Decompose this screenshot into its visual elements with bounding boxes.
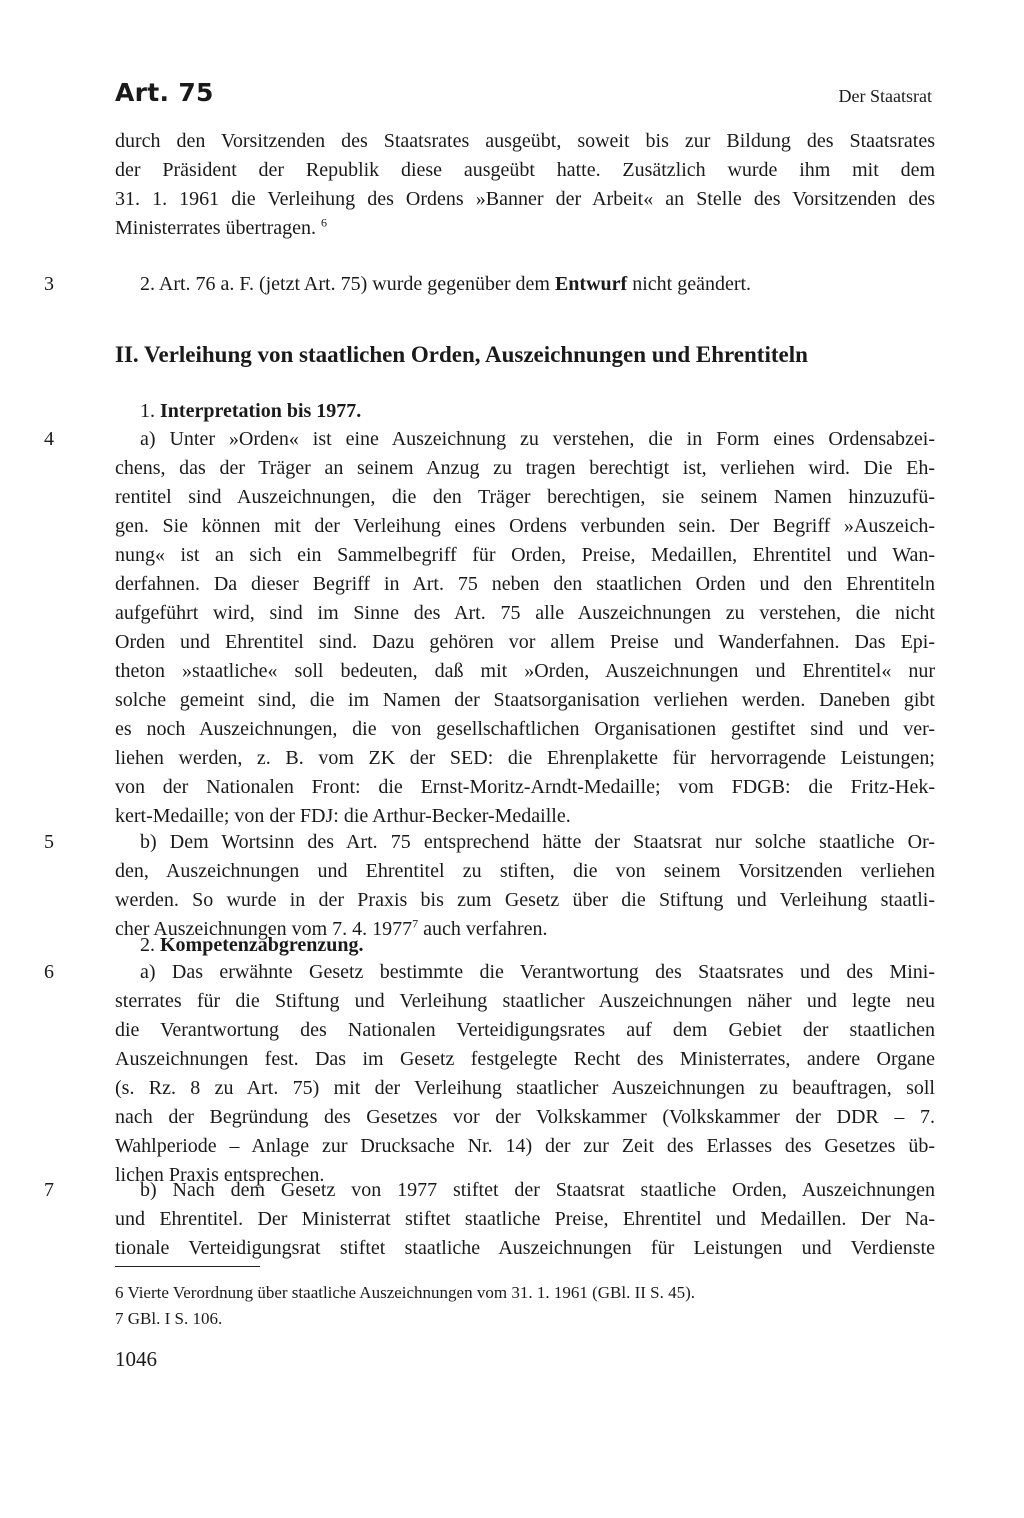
bold-term: Entwurf xyxy=(554,273,628,295)
text-line: 31. 1. 1961 die Verleihung des Ordens »Banner der Arbeit« an Stelle des Vorsitzenden des xyxy=(115,188,935,210)
sub-heading-number: 2. xyxy=(140,934,160,956)
text-line: und Ehrentitel. Der Ministerrat stiftet staatliche Preise, Ehrentitel und Medaillen. Der Na- xyxy=(115,1208,935,1230)
text-span: 2. Art. 76 a. F. (jetzt Art. 75) wurde gegenüber dem xyxy=(140,273,555,295)
sub-heading-2 xyxy=(140,931,364,960)
sub-heading-number: 1. xyxy=(140,400,160,422)
text-line: solche gemeint sind, die im Namen der Staatsorganisation verliehen werden. Daneben gibt xyxy=(115,689,935,711)
text-line: kert-Medaille; von der FDJ: die Arthur-Becker-Medaille. xyxy=(115,805,571,827)
text-line: theton »staatliche« soll bedeuten, daß mit »Orden, Auszeichnungen und Ehrentitel« nur xyxy=(115,660,935,682)
page-number: 1046 xyxy=(115,1347,157,1371)
text-line: den, Auszeichnungen und Ehrentitel zu stiften, die von seinem Vorsitzenden verliehen xyxy=(115,860,935,882)
margin-number: 7 xyxy=(44,1179,54,1201)
text-line: liehen werden, z. B. vom ZK der SED: die Ehrenplakette für hervorragende Leistungen; xyxy=(115,747,935,769)
text-line: gen. Sie können mit der Verleihung eines Ordens verbunden sein. Der Begriff »Auszeich- xyxy=(115,515,935,537)
text-line: Orden und Ehrentitel sind. Dazu gehören vor allem Preise und Wanderfahnen. Das Epi- xyxy=(115,631,935,653)
sub-heading-1 xyxy=(140,397,361,426)
margin-number: 6 xyxy=(44,961,54,983)
text-line: durch den Vorsitzenden des Staatsrates ausgeübt, soweit bis zur Bildung des Staatsrates xyxy=(115,130,935,152)
text-line: sterrates für die Stiftung und Verleihung staatlicher Auszeichnungen näher und legte neu xyxy=(115,990,935,1012)
text-line: chens, das der Träger an seinem Anzug zu tragen berechtigt ist, verliehen wird. Die Eh- xyxy=(115,457,935,479)
text-line: lichen Praxis entsprechen. xyxy=(115,1164,325,1186)
text-line: nung« ist an sich ein Sammelbegriff für Orden, Preise, Medaillen, Ehrentitel und Wan- xyxy=(115,544,935,566)
text-line: derfahnen. Da dieser Begriff in Art. 75 neben den staatlichen Orden und den Ehrentiteln xyxy=(115,573,935,595)
running-head: Der Staatsrat xyxy=(838,86,932,106)
sub-heading-title: Kompetenzabgrenzung. xyxy=(160,934,364,956)
footnote-ref-6: 6 xyxy=(321,215,328,230)
margin-number: 4 xyxy=(44,428,54,450)
text-line: Wahlperiode – Anlage zur Drucksache Nr. 14) der zur Zeit des Erlasses des Gesetzes üb- xyxy=(115,1135,935,1157)
section-heading: II. Verleihung von staatlichen Orden, Auszeichnungen und Ehrentiteln xyxy=(115,342,808,367)
sub-heading-title: Interpretation bis 1977. xyxy=(160,400,362,422)
text-span: auch verfahren. xyxy=(418,918,548,940)
text-line: aufgeführt wird, sind im Sinne des Art. 75 alle Auszeichnungen zu verstehen, die nicht xyxy=(115,602,935,624)
article-label: Art. 75 xyxy=(115,78,214,107)
text-span: cher Auszeichnungen vom 7. 4. 1977 xyxy=(115,918,413,940)
text-line: der Präsident der Republik diese ausgeübt hatte. Zusätzlich wurde ihm mit dem xyxy=(115,159,935,181)
text-line: werden. So wurde in der Praxis bis zum Gesetz über die Stiftung und Verleihung staatli- xyxy=(115,889,935,911)
footnote-divider xyxy=(115,1266,260,1267)
footnote-7: 7 GBl. I S. 106. xyxy=(115,1309,223,1328)
text-line: von der Nationalen Front: die Ernst-Moritz-Arndt-Medaille; vom FDGB: die Fritz-Hek- xyxy=(115,776,935,798)
text-span: Ministerrates übertragen. xyxy=(115,217,317,239)
text-span: nicht geändert. xyxy=(627,273,752,295)
text-line: es noch Auszeichnungen, die von gesellschaftlichen Organisationen gestiftet sind und ver- xyxy=(115,718,935,740)
text-line: a) Unter »Orden« ist eine Auszeichnung zu verstehen, die in Form eines Ordensabzei- xyxy=(140,428,935,450)
text-line: die Verantwortung des Nationalen Verteidigungsrates auf dem Gebiet der staatlichen xyxy=(115,1019,935,1041)
text-line: Auszeichnungen fest. Das im Gesetz festgelegte Recht des Ministerrates, andere Organe xyxy=(115,1048,935,1070)
text-line: b) Nach dem Gesetz von 1977 stiftet der Staatsrat staatliche Orden, Auszeichnungen xyxy=(140,1179,935,1201)
footnote-ref-7: 7 xyxy=(412,916,419,931)
text-line: a) Das erwähnte Gesetz bestimmte die Verantwortung des Staatsrates und des Mini- xyxy=(140,961,935,983)
footnote-6: 6 Vierte Verordnung über staatliche Auszeichnungen vom 31. 1. 1961 (GBl. II S. 45). xyxy=(115,1283,696,1302)
text-line xyxy=(115,214,935,243)
margin-number: 5 xyxy=(44,831,54,853)
text-line: nach der Begründung des Gesetzes vor der Volkskammer (Volkskammer der DDR – 7. xyxy=(115,1106,935,1128)
text-line: tionale Verteidigungsrat stiftet staatliche Auszeichnungen für Leistungen und Verdienste xyxy=(115,1237,935,1259)
text-line: (s. Rz. 8 zu Art. 75) mit der Verleihung staatlicher Auszeichnungen zu beauftragen, soll xyxy=(115,1077,935,1099)
paragraph-3 xyxy=(140,270,935,299)
margin-number: 3 xyxy=(44,273,54,295)
text-line: rentitel sind Auszeichnungen, die den Träger berechtigen, sie seinem Namen hinzuzufü- xyxy=(115,486,935,508)
text-line: b) Dem Wortsinn des Art. 75 entsprechend hätte der Staatsrat nur solche staatliche Or- xyxy=(140,831,935,853)
